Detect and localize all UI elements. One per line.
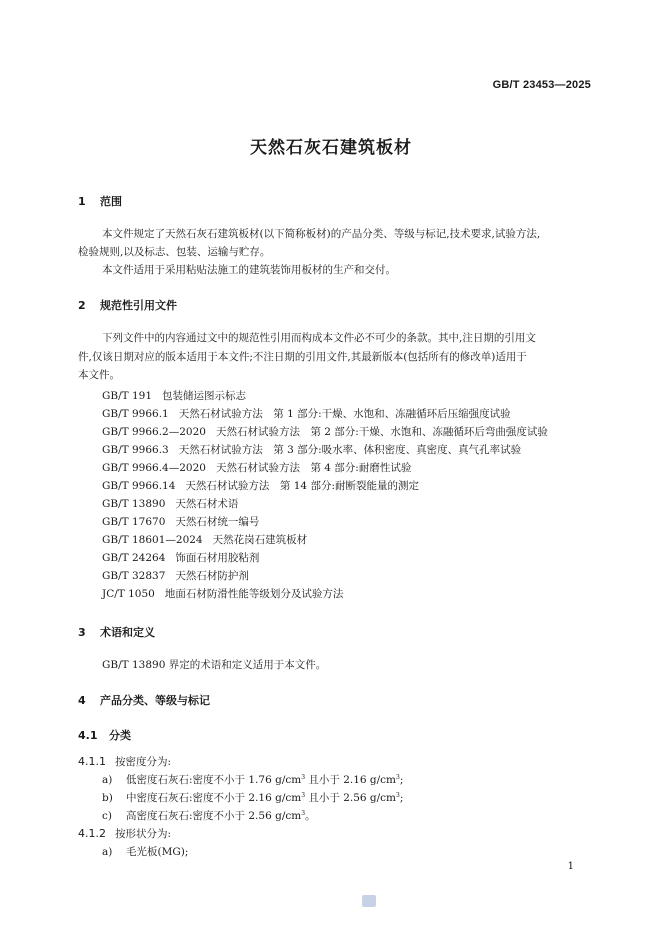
list-marker: b) [102,792,113,804]
reference-title: 天然石材防护剂 [175,570,249,582]
reference-entry [102,532,307,547]
list-text: ; [399,792,404,804]
list-item [102,808,316,823]
list-marker: c) [102,810,112,822]
superscript: 3 [301,774,306,781]
section-number: 1 [78,195,86,208]
reference-code: GB/T 17670 [102,516,166,528]
list-text: 且小于 2.16 g/cm [305,774,397,786]
document-title: 天然石灰石建筑板材 [250,138,412,158]
reference-entry [102,442,521,457]
list-item [102,844,188,859]
list-text: 。 [305,810,316,822]
paragraph-line: 本文件。 [78,369,120,381]
clause-number: 4.1.1 [78,755,106,768]
reference-entry [102,460,411,475]
paragraph-line: 件,仅该日期对应的版本适用于本文件;不注日期的引用文件,其最新版本(包括所有的修改单)适用于 [78,351,527,363]
reference-entry [102,568,249,583]
list-text: ; [399,774,404,786]
clause-text: 按形状分为: [115,828,172,840]
subsection-4-1-heading [78,727,131,743]
list-text: 高密度石灰石:密度不小于 2.56 g/cm [126,810,302,822]
reference-title: 天然花岗石建筑板材 [212,534,308,546]
subsection-number: 4.1 [78,729,98,742]
list-text: 且小于 2.56 g/cm [305,792,397,804]
list-text: 低密度石灰石:密度不小于 1.76 g/cm [126,774,302,786]
superscript: 3 [301,810,306,817]
reference-entry [102,478,419,493]
list-text: 中密度石灰石:密度不小于 2.16 g/cm [126,792,302,804]
section-4-heading [78,692,210,708]
reference-title: 天然石材术语 [175,498,239,510]
superscript: 3 [396,792,400,799]
section-3-heading [78,624,155,640]
list-item [102,790,403,805]
reference-title: 天然石材试验方法 第 14 部分:耐断裂能量的测定 [185,480,419,492]
section-2-heading [78,297,177,313]
standard-number: GB/T 23453—2025 [492,79,591,91]
paragraph-line: 下列文件中的内容通过文中的规范性引用而构成本文件必不可少的条款。其中,注日期的引用文 [102,332,536,344]
reference-title: 天然石材试验方法 第 1 部分:干燥、水饱和、冻融循环后压缩强度试验 [178,408,511,420]
reference-title: 天然石材试验方法 第 3 部分:吸水率、体积密度、真密度、真气孔率试验 [178,444,522,456]
reference-entry [102,388,246,403]
section-title: 范围 [100,195,122,208]
reference-entry [102,514,259,529]
section-1-heading [78,193,122,209]
reference-title: 包装储运图示标志 [162,390,247,402]
paragraph-line: 本文件适用于采用粘贴法施工的建筑装饰用板材的生产和交付。 [102,264,396,276]
reference-title: 饰面石材用胶粘剂 [175,552,260,564]
reference-entry [102,586,343,601]
section-title: 术语和定义 [100,626,155,639]
reference-code: GB/T 18601—2024 [102,534,203,546]
reference-code: GB/T 9966.2—2020 [102,426,206,438]
page-number: 1 [567,861,574,872]
list-marker: a) [102,846,113,858]
list-marker: a) [102,774,113,786]
section-title: 规范性引用文件 [100,299,177,312]
reference-code: GB/T 24264 [102,552,166,564]
superscript: 3 [301,792,306,799]
section-number: 4 [78,694,86,707]
reference-code: GB/T 9966.1 [102,408,169,420]
reference-entry [102,406,511,421]
clause-text: 按密度分为: [115,756,172,768]
reference-code: JC/T 1050 [102,588,155,600]
section-title: 产品分类、等级与标记 [100,694,210,707]
reference-entry [102,496,238,511]
clause-number: 4.1.2 [78,827,106,840]
reference-code: GB/T 9966.14 [102,480,176,492]
publisher-logo-icon [362,895,376,907]
reference-title: 天然石材统一编号 [175,516,260,528]
reference-title: 天然石材试验方法 第 2 部分:干燥、水饱和、冻融循环后弯曲强度试验 [215,426,548,438]
reference-title: 地面石材防滑性能等级划分及试验方法 [164,588,344,600]
paragraph-line: 检验规则,以及标志、包装、运输与贮存。 [78,246,271,258]
reference-code: GB/T 9966.4—2020 [102,462,206,474]
superscript: 3 [396,774,400,781]
reference-code: GB/T 13890 [102,498,166,510]
list-item [102,772,403,787]
section-number: 2 [78,299,86,312]
reference-entry [102,550,259,565]
clause-4-1-2 [78,826,171,841]
reference-code: GB/T 191 [102,390,153,402]
section-number: 3 [78,626,86,639]
reference-title: 天然石材试验方法 第 4 部分:耐磨性试验 [215,462,412,474]
paragraph-line: 本文件规定了天然石灰石建筑板材(以下简称板材)的产品分类、等级与标记,技术要求,试验方法, [102,228,541,240]
clause-4-1-1 [78,754,171,769]
paragraph-line: GB/T 13890 界定的术语和定义适用于本文件。 [102,659,327,671]
reference-code: GB/T 32837 [102,570,166,582]
reference-code: GB/T 9966.3 [102,444,169,456]
subsection-title: 分类 [109,729,131,742]
reference-entry [102,424,548,439]
list-text: 毛光板(MG); [126,846,189,858]
